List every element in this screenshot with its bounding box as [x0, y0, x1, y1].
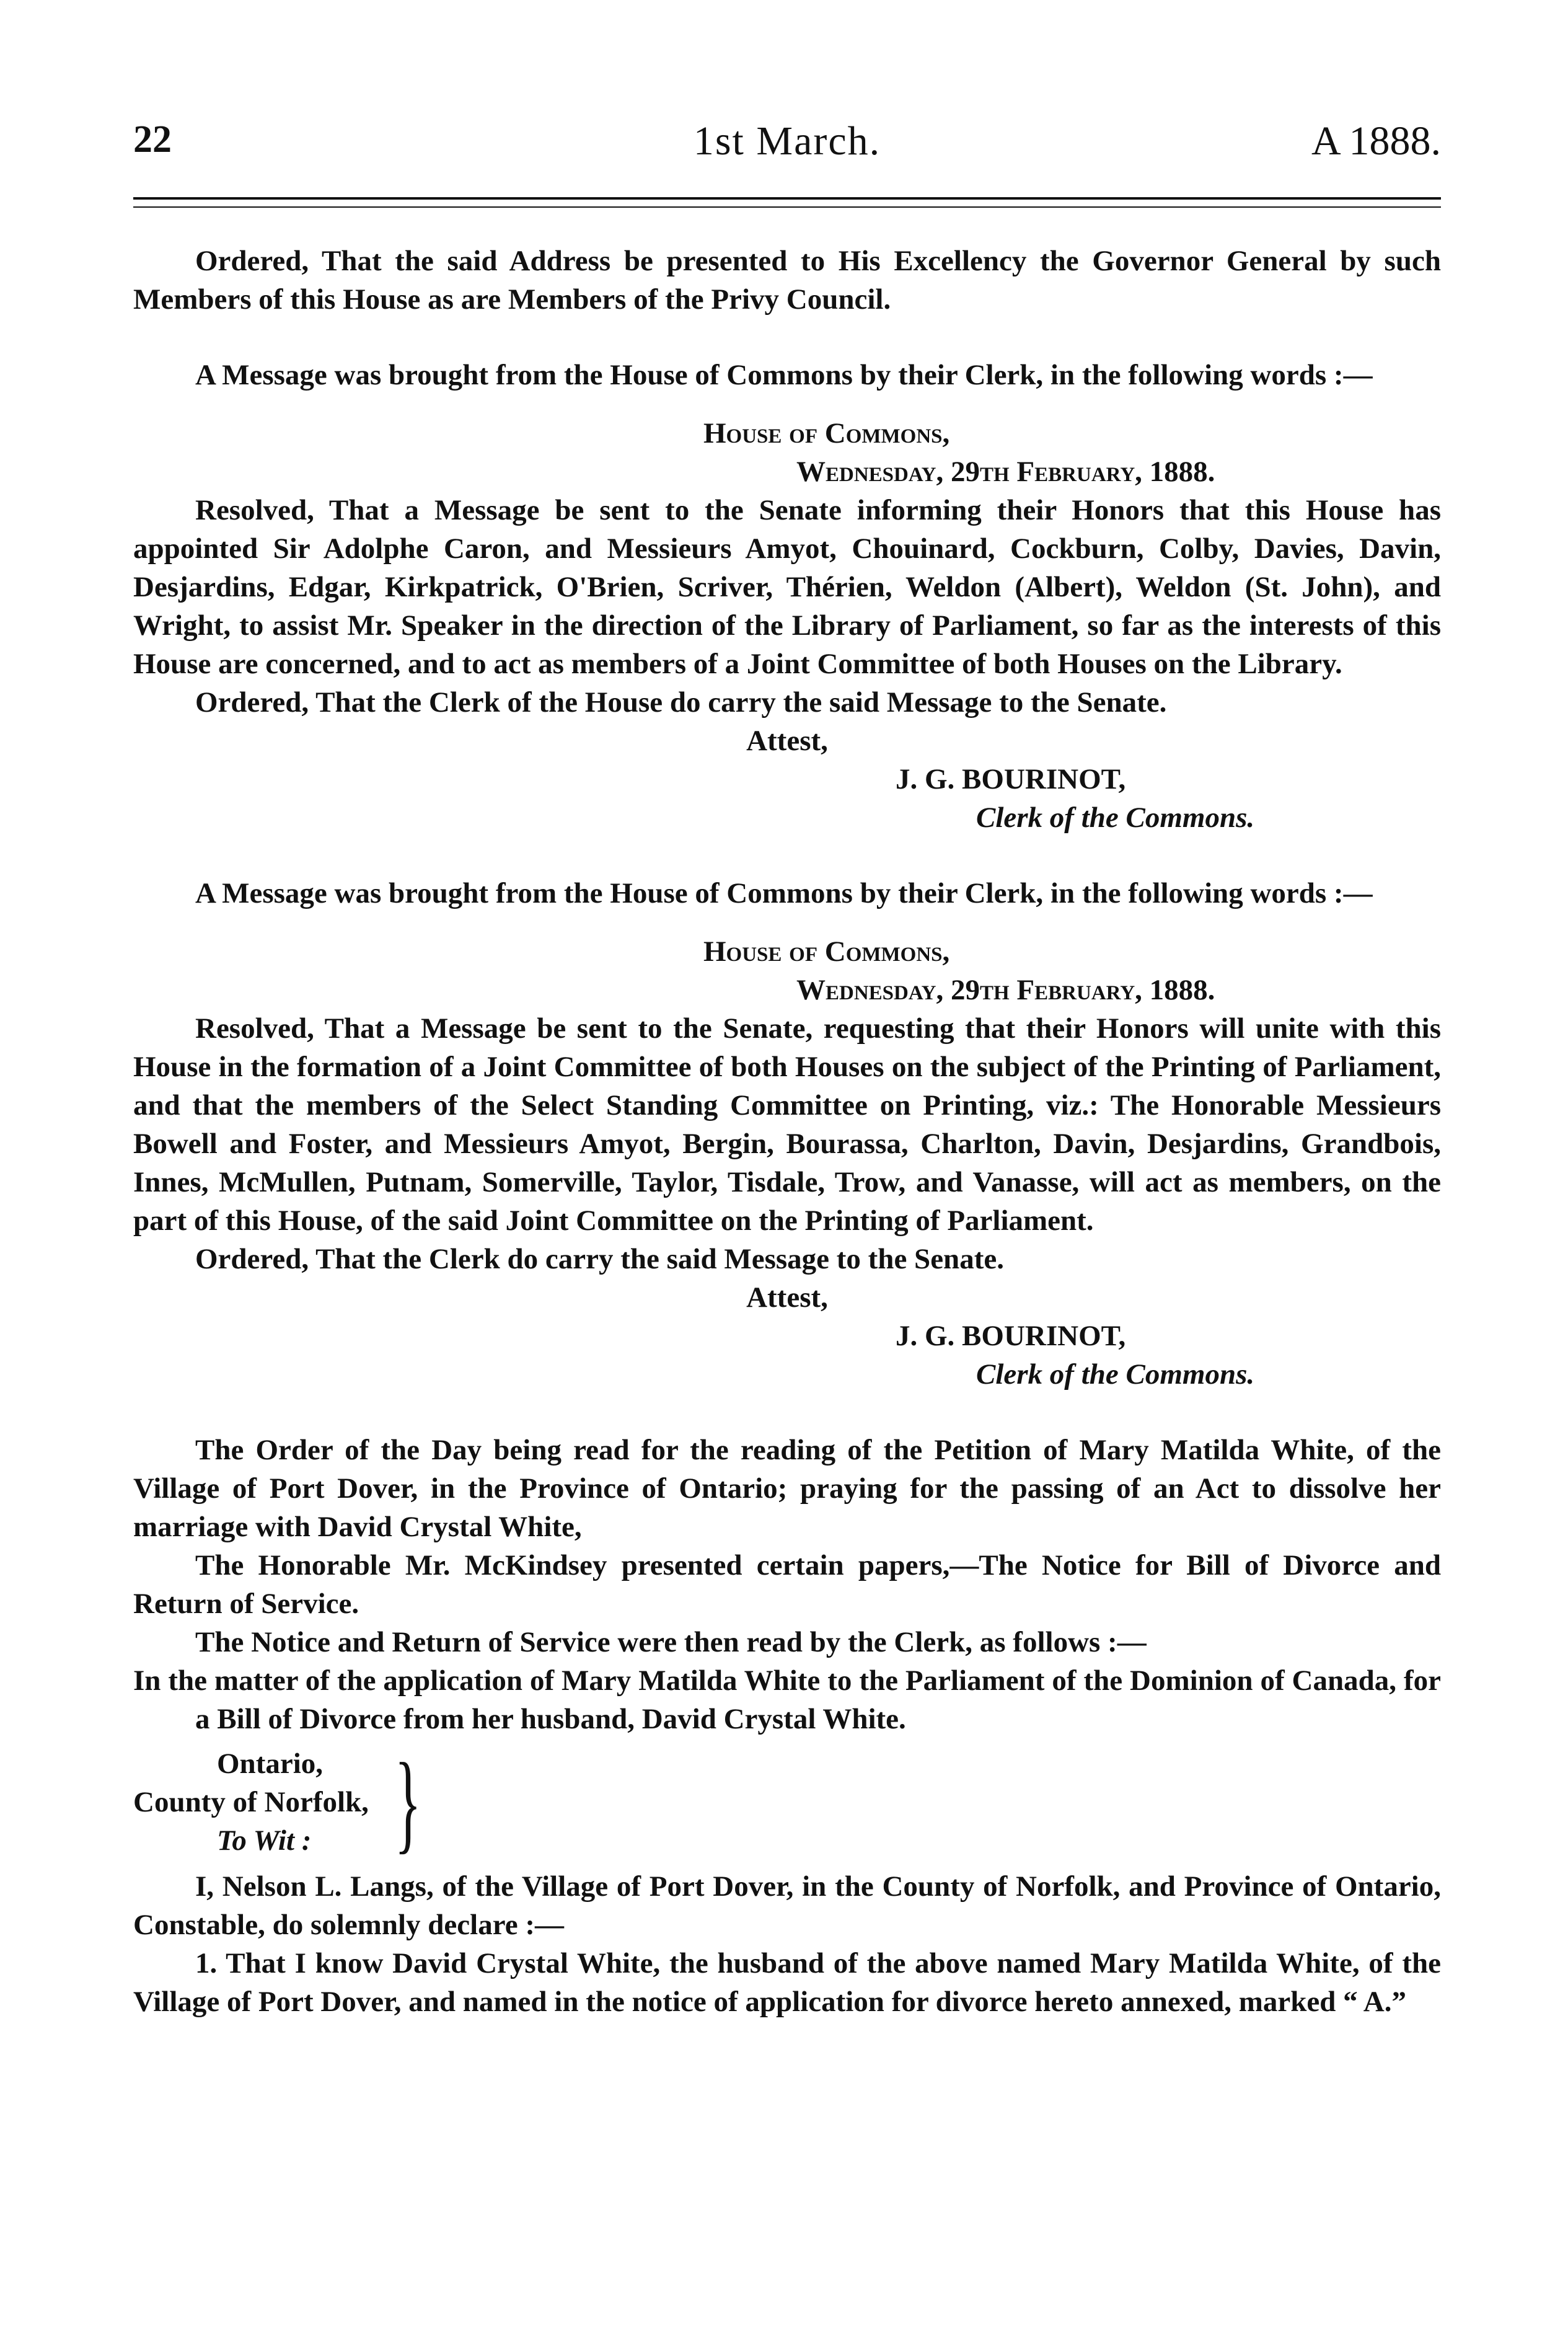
venue-to-wit: To Wit : — [217, 1824, 312, 1857]
notice-read-paragraph: The Notice and Return of Service were then read by the Clerk, as follows :— — [195, 1626, 1147, 1658]
year-mark: A 1888. — [1311, 118, 1441, 164]
resolved-paragraph: Resolved, That a Message be sent to the Senate, requesting that their Honors will unite with this House in the formation of a Joint Committee of both Houses on the subject of the Printing of Parliament, and that the members of the Select Standing Committee on Printing, viz.: The Honorable Messieurs Bowell and Foster, and Messieurs Amyot, Bergin, Bourassa, Charlton, Davin, Desjardins, Grandbois, Innes, McMullen, Putnam, Somerville, Taylor, Tisdale, Trow, and Vanasse, will act as members, on the part of this House, of the said Joint Committee on the Printing of Parliament. — [133, 1012, 1441, 1237]
message-date: Wednesday, 29th February, 1888. — [796, 456, 1215, 488]
signature-title: Clerk of the Commons. — [976, 1358, 1255, 1391]
signature-title: Clerk of the Commons. — [976, 802, 1255, 834]
venue-county: County of Norfolk, — [133, 1786, 369, 1818]
venue-brace-icon: } — [394, 1740, 421, 1864]
header-rule-thin — [133, 206, 1441, 208]
declaration-paragraph: I, Nelson L. Langs, of the Village of Port Dover, in the County of Norfolk, and Province of Ontario, Constable, do solemnly declare :— — [133, 1870, 1441, 1941]
signature-name: J. G. BOURINOT, — [896, 763, 1126, 795]
resolved-paragraph: Resolved, That a Message be sent to the Senate informing their Honors that this House has appointed Sir Adolphe Caron, and Messieurs Amyot, Chouinard, Cockburn, Colby, Davies, Davin, Desjardins, Edgar, Kirkpatrick, O'Brien, Scriver, Thérien, Weldon (Albert), Weldon (St. John), and Wright, to assist Mr. Speaker in the direction of the Library of Parliament, so far as the interests of this House are concerned, and to act as members of a Joint Committee of both Houses on the Library. — [133, 494, 1441, 680]
venue-province: Ontario, — [217, 1748, 324, 1780]
declaration-item-1: 1. That I know David Crystal White, the husband of the above named Mary Matilda White, of the Village of Port Dover, and named in the notice of application for divorce hereto annexed, marked “ A.” — [133, 1947, 1441, 2018]
ordered-address-paragraph: Ordered, That the said Address be presented to His Excellency the Governor General by such Members of this House as are Members of the Privy Council. — [133, 245, 1441, 316]
header-rule-thick — [133, 197, 1441, 200]
running-title: 1st March. — [693, 118, 881, 164]
venue-block — [133, 1740, 1441, 1864]
ordered-paragraph: Ordered, That the Clerk of the House do carry the said Message to the Senate. — [195, 686, 1167, 719]
attest-label: Attest, — [746, 1281, 828, 1314]
mckindsey-paragraph: The Honorable Mr. McKindsey presented certain papers,—The Notice for Bill of Divorce and Return of Service. — [133, 1549, 1441, 1620]
page-number: 22 — [133, 118, 172, 161]
signature-name: J. G. BOURINOT, — [896, 1320, 1126, 1352]
attest-label: Attest, — [746, 725, 828, 757]
ordered-paragraph: Ordered, That the Clerk do carry the said Message to the Senate. — [195, 1243, 1004, 1275]
page-header — [133, 118, 1441, 174]
order-of-day-paragraph: The Order of the Day being read for the reading of the Petition of Mary Matilda White, of the Village of Port Dover, in the Province of Ontario; praying for the passing of an Act to dissolve her marriage with David Crystal White, — [133, 1434, 1441, 1543]
matter-paragraph: In the matter of the application of Mary Matilda White to the Parliament of the Dominion of Canada, for a Bill of Divorce from her husband, David Crystal White. — [133, 1665, 1441, 1735]
message-place: House of Commons, — [703, 417, 950, 449]
message-intro: A Message was brought from the House of Commons by their Clerk, in the following words :— — [195, 877, 1373, 909]
message-date: Wednesday, 29th February, 1888. — [796, 974, 1215, 1006]
page-body — [133, 242, 1441, 2021]
message-intro: A Message was brought from the House of Commons by their Clerk, in the following words :— — [195, 359, 1373, 391]
message-place: House of Commons, — [703, 935, 950, 968]
